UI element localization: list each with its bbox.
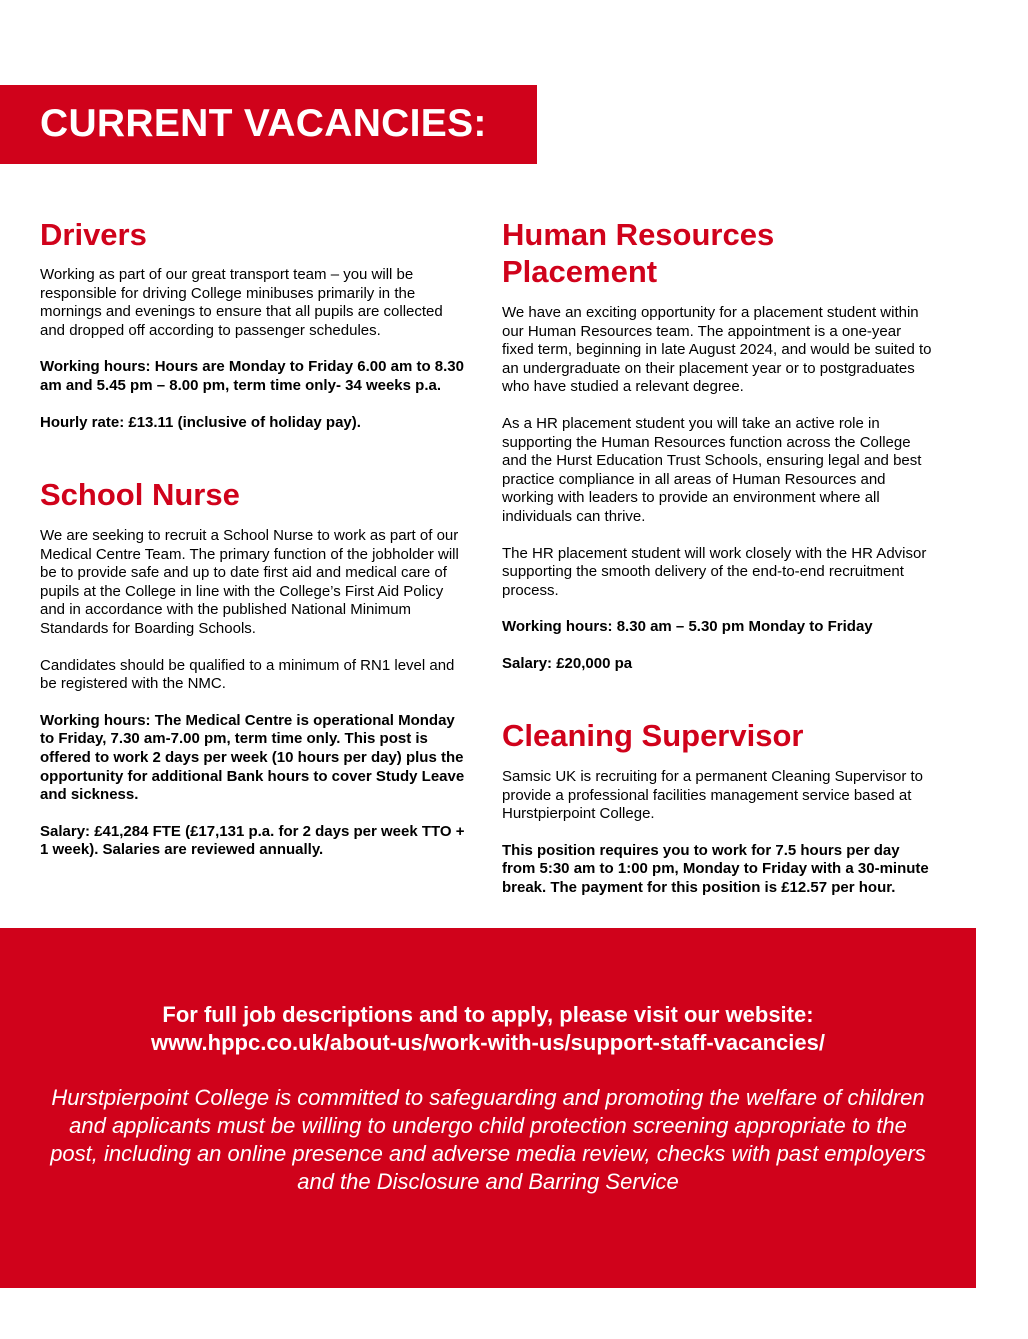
nurse-salary: Salary: £41,284 FTE (£17,131 p.a. for 2 days per week TTO + 1 week). Salaries are reviewed annually. [40,822,465,859]
cleaning-details: This position requires you to work for 7.5 hours per day from 5:30 am to 1:00 pm, Monday to Friday with a 30-minute break. The payment for this position is £12.57 per hour. [502,841,929,896]
hr-title: Human Resources Placement [502,217,775,289]
hr-hours: Working hours: 8.30 am – 5.30 pm Monday to Friday [502,618,873,636]
cleaning-description: Samsic UK is recruiting for a permanent Cleaning Supervisor to provide a professional facilities management service based at Hurstpierpoint College. [502,768,924,823]
page-title: CURRENT VACANCIES: [40,102,487,145]
cleaning-title: Cleaning Supervisor [502,718,804,753]
vacancies-banner [0,85,537,164]
nurse-description: We are seeking to recruit a School Nurse to work as part of our Medical Centre Team. The primary function of the jobholder will be to provide safe and up to date first aid and medical care of pupils at the College in line with the College’s First Aid Policy and in accordance with the published National Minimum Standards for Boarding Schools. [40,527,459,637]
drivers-rate: Hourly rate: £13.11 (inclusive of holiday pay). [40,413,361,431]
footer-panel [0,928,976,1288]
drivers-hours: Working hours: Hours are Monday to Friday 6.00 am to 8.30 am and 5.45 pm – 8.00 pm, term time only- 34 weeks p.a. [40,358,464,394]
hr-advisor: The HR placement student will work closely with the HR Advisor supporting the smooth delivery of the end-to-end recruitment process. [502,544,927,599]
hr-section [502,216,932,674]
website-link[interactable]: www.hppc.co.uk/about-us/work-with-us/support-staff-vacancies/ [151,1030,825,1055]
nurse-hours: Working hours: The Medical Centre is operational Monday to Friday, 7.30 am-7.00 pm, term time only. This post is offered to work 2 days per week (10 hours per day) plus the opportunity for additional Bank hours to cover Study Leave and sickness. [40,711,465,804]
apply-info [0,1001,976,1057]
apply-line: For full job descriptions and to apply, please visit our website: [162,1002,814,1027]
drivers-title: Drivers [40,217,147,252]
nurse-requirements: Candidates should be qualified to a minimum of RN1 level and be registered with the NMC. [40,656,455,693]
drivers-section [40,216,470,432]
nurse-section [40,476,470,860]
nurse-title: School Nurse [40,477,240,512]
drivers-description: Working as part of our great transport team – you will be responsible for driving College minibuses primarily in the mornings and evenings to ensure that all pupils are collected and dropped off according to passenger schedules. [40,266,443,339]
safeguarding-statement: Hurstpierpoint College is committed to safeguarding and promoting the welfare of children and applicants must be willing to undergo child protection screening appropriate to the post, including an online presence and adverse media review, checks with past employers and the Disclosure and Barring Service [50,1085,926,1194]
hr-role: As a HR placement student you will take an active role in supporting the Human Resources function across the College and the Hurst Education Trust Schools, ensuring legal and best practice compliance in all areas of Human Resources and working with leaders to provide an environment where all individuals can thrive. [502,414,922,525]
hr-description: We have an exciting opportunity for a placement student within our Human Resources team. The appointment is a one-year fixed term, beginning in late August 2024, and would be suited to an undergraduate on their placement year or to postgraduates who have studied a relevant degree. [502,304,932,396]
hr-salary: Salary: £20,000 pa [502,654,633,672]
cleaning-section [502,717,932,898]
